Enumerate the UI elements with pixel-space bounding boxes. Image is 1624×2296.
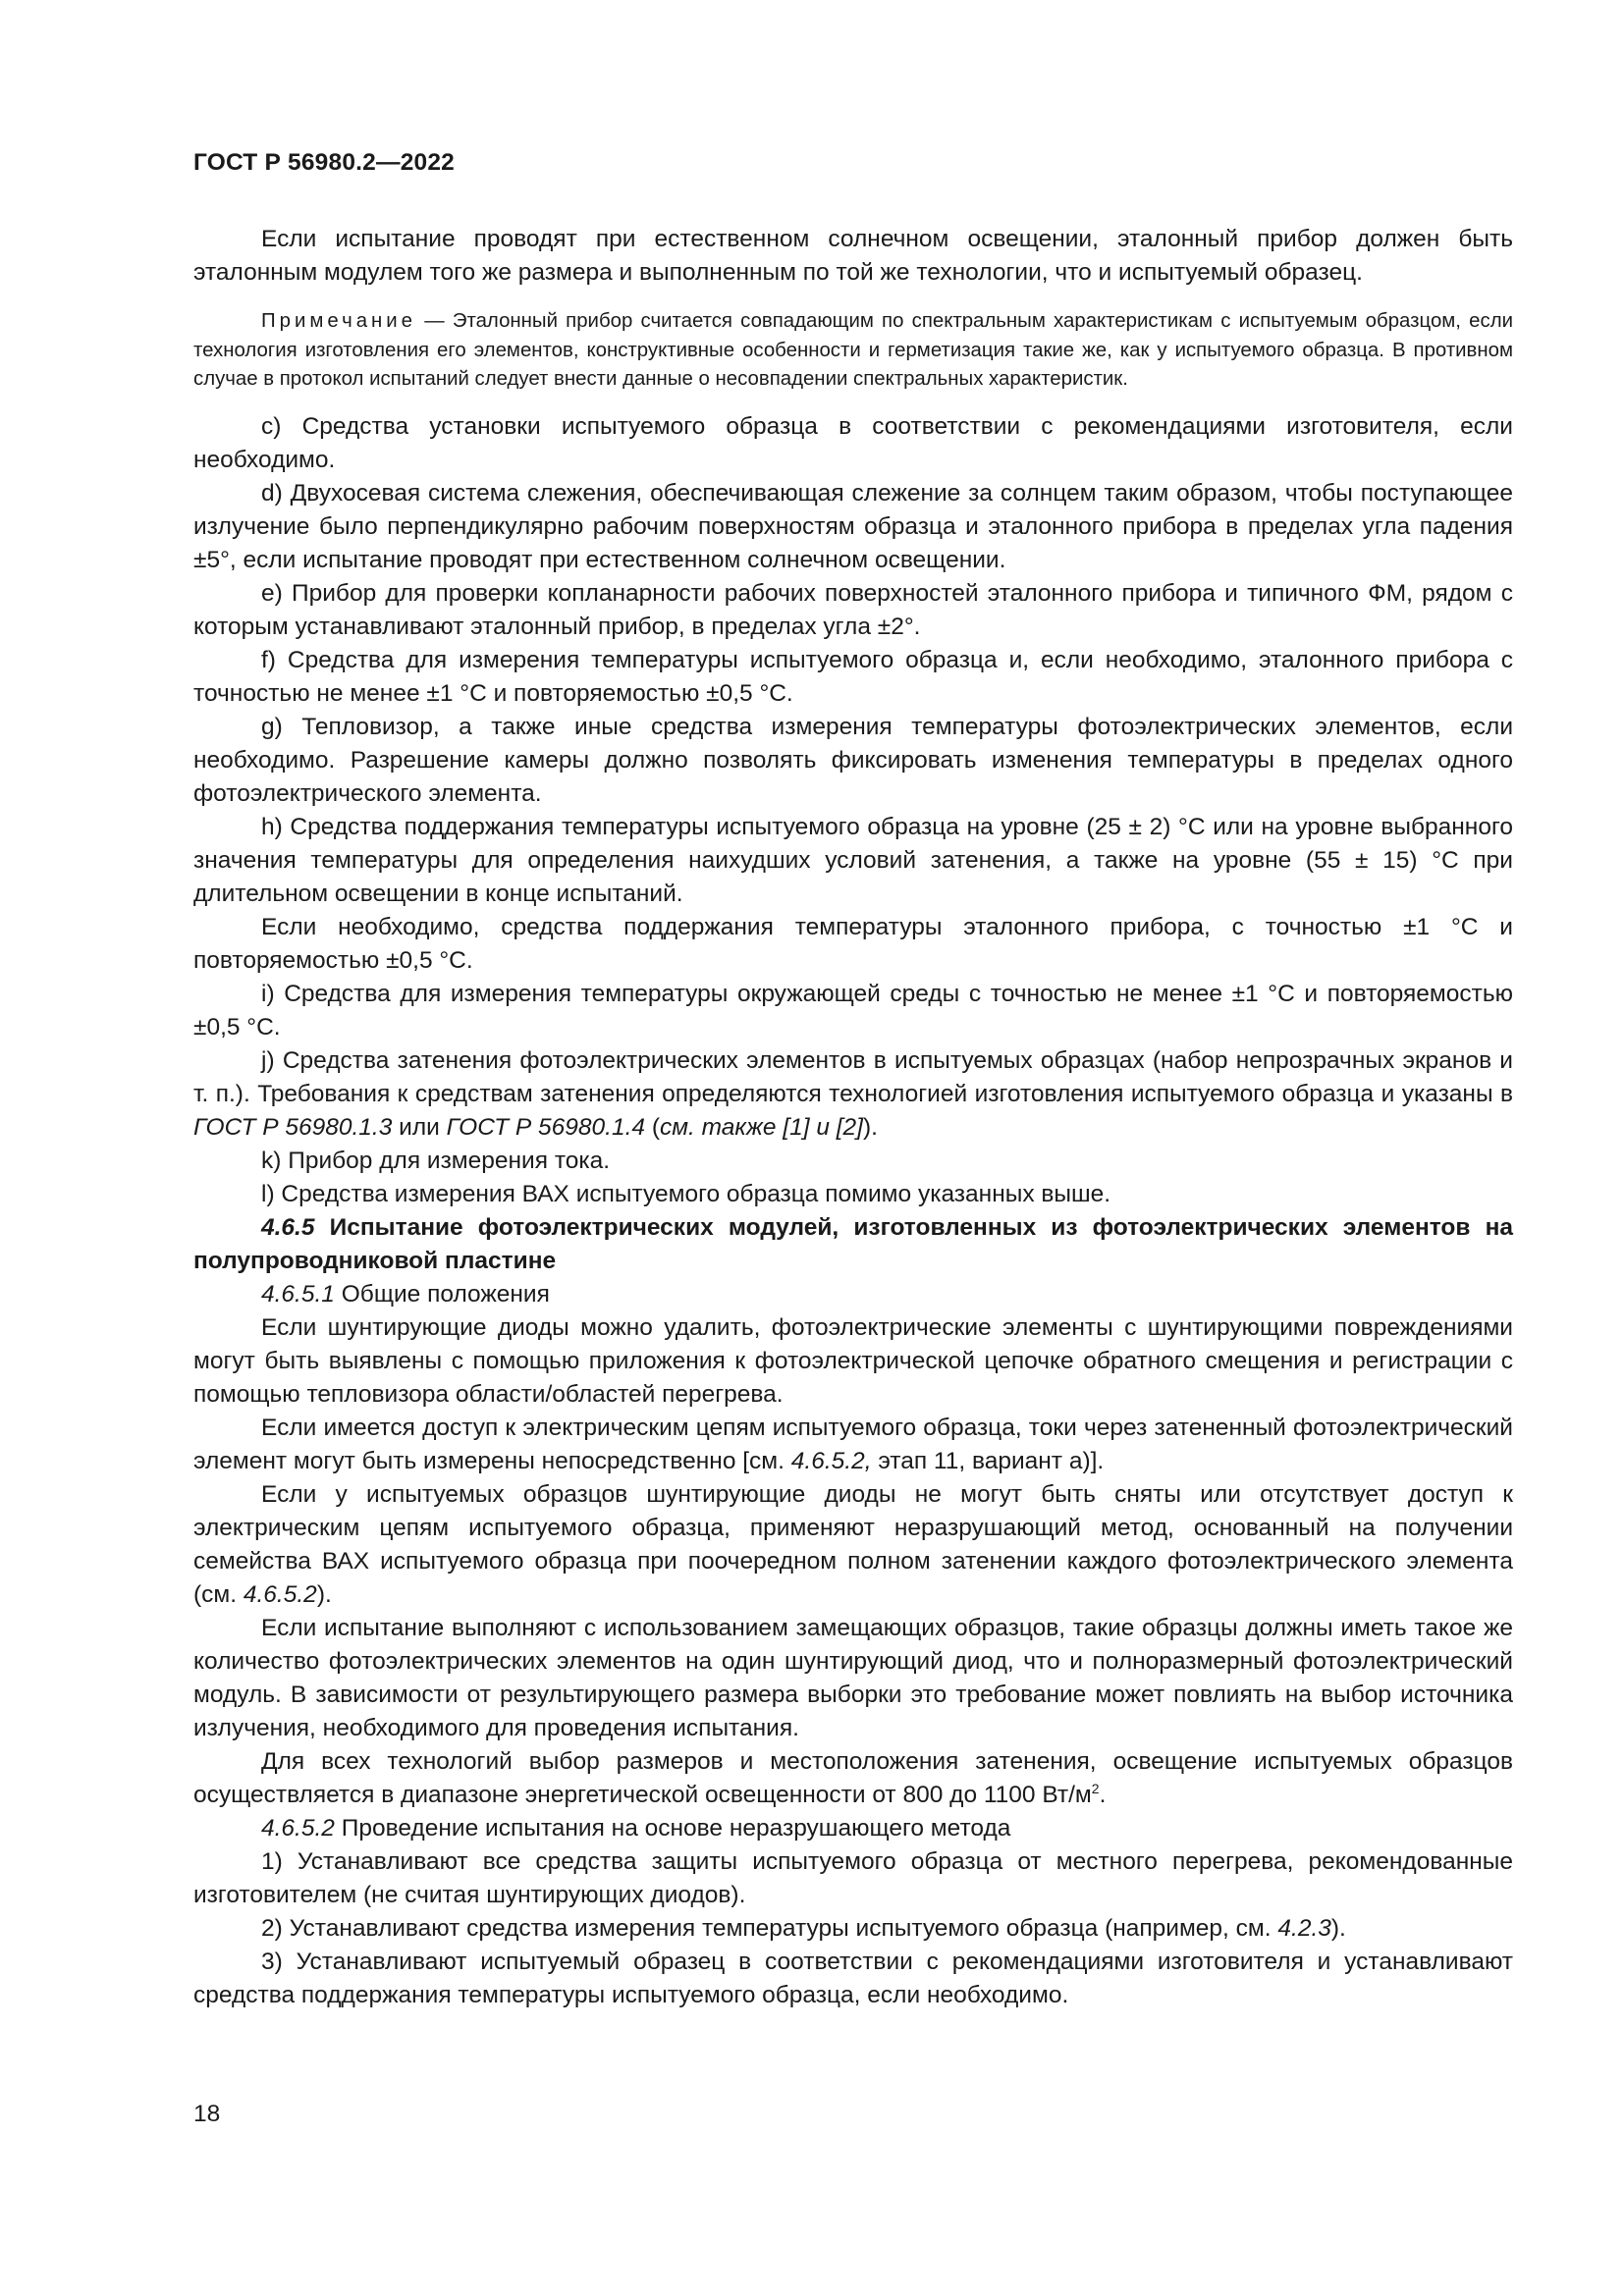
section-number: 4.6.5.2: [261, 1814, 335, 1842]
step-1: 1) Устанавливают все средства защиты испытуемого образца от местного перегрева, рекомендованные изготовителем (не считая шунтирующих диодов).: [193, 1847, 1513, 1908]
document-id-header: ГОСТ Р 56980.2—2022: [193, 149, 455, 176]
list-item-l: l) Средства измерения ВАХ испытуемого образца помимо указанных выше.: [261, 1180, 1111, 1207]
document-body: [193, 223, 1513, 2012]
list-item-j: j) Средства затенения фотоэлектрических элементов в испытуемых образцах (набор непрозрачных экранов и т. п.). Требования к средствам затенения определяются технологией изготовления испытуемого образца и указаны в ГОСТ Р 56980.1.3 или ГОСТ Р 56980.1.4 (см. также [1] и [2]).: [193, 1046, 1513, 1141]
body-paragraph: Если у испытуемых образцов шунтирующие диоды не могут быть сняты или отсутствует доступ к электрическим цепям испытуемого образца, применяют неразрушающий метод, основанный на получении семейства ВАХ испытуемого образца при поочередном полном затенении каждого фотоэлектрического элемента (см. 4.6.5.2).: [193, 1480, 1513, 1608]
page-number: 18: [193, 2101, 221, 2127]
superscript: 2: [1091, 1780, 1100, 1796]
body-paragraph: Если испытание проводят при естественном солнечном освещении, эталонный прибор должен быть эталонным модулем того же размера и выполненным по той же технологии, что и испытуемый образец.: [193, 226, 1513, 286]
clause-reference: 4.2.3: [1277, 1914, 1331, 1942]
body-paragraph: Если шунтирующие диоды можно удалить, фотоэлектрические элементы с шунтирующими повреждениями могут быть выявлены с помощью приложения к фотоэлектрической цепочке обратного смещения и регистрации с помощью тепловизора области/областей перегрева.: [193, 1313, 1513, 1408]
list-item-h: h) Средства поддержания температуры испытуемого образца на уровне (25 ± 2) °С или на уровне выбранного значения температуры для определения наихудших условий затенения, а также на уровне (55 ± 15) °С при длительном освещении в конце испытаний.: [193, 813, 1513, 907]
list-item-e: е) Прибор для проверки копланарности рабочих поверхностей эталонного прибора и типичного ФМ, рядом с которым устанавливают эталонный прибор, в пределах угла ±2°.: [193, 579, 1513, 640]
body-paragraph: Если имеется доступ к электрическим цепям испытуемого образца, токи через затененный фотоэлектрический элемент могут быть измерены непосредственно [см. 4.6.5.2, этап 11, вариант а)].: [193, 1414, 1513, 1474]
clause-reference: 4.6.5.2,: [790, 1447, 872, 1474]
list-item-c: c) Средства установки испытуемого образца в соответствии с рекомендациями изготовителя, если необходимо.: [193, 412, 1513, 473]
list-item-g: g) Тепловизор, а также иные средства измерения температуры фотоэлектрических элементов, если необходимо. Разрешение камеры должно позволять фиксировать изменения температуры в пределах одного фотоэлектрического элемента.: [193, 713, 1513, 807]
note-paragraph: Примечание — Эталонный прибор считается совпадающим по спектральным характеристикам с испытуемым образцом, если технология изготовления его элементов, конструктивные особенности и герметизация такие же, как у испытуемого образца. В противном случае в протокол испытаний следует внести данные о несовпадении спектральных характеристик.: [193, 310, 1513, 390]
list-item-i: i) Средства для измерения температуры окружающей среды с точностью не менее ±1 °С и повторяемостью ±0,5 °С.: [193, 980, 1513, 1041]
standard-reference: ГОСТ Р 56980.1.3: [193, 1113, 393, 1141]
body-paragraph: Для всех технологий выбор размеров и местоположения затенения, освещение испытуемых образцов осуществляется в диапазоне энергетической освещенности от 800 до 1100 $Вт/м^2$.: [193, 1747, 1513, 1808]
list-item-k: k) Прибор для измерения тока.: [261, 1147, 611, 1174]
section-number: 4.6.5: [261, 1213, 315, 1241]
note-label: Примечание: [261, 310, 417, 332]
bibliography-reference: см. также [1] и [2]: [660, 1113, 863, 1141]
list-item-f: f) Средства для измерения температуры испытуемого образца и, если необходимо, эталонного прибора с точностью не менее ±1 °С и повторяемостью ±0,5 °С.: [193, 646, 1513, 707]
standard-reference: ГОСТ Р 56980.1.4: [446, 1113, 646, 1141]
subsection-heading: 4.6.5.2 Проведение испытания на основе неразрушающего метода: [261, 1814, 1011, 1842]
subsection-heading: 4.6.5.1 Общие положения: [261, 1280, 550, 1308]
step-2: 2) Устанавливают средства измерения температуры испытуемого образца (например, см. 4.2.3).: [261, 1914, 1346, 1942]
section-heading: 4.6.5 Испытание фотоэлектрических модулей, изготовленных из фотоэлектрических элементов на полупроводниковой пластине: [193, 1213, 1513, 1274]
clause-reference: 4.6.5.2: [243, 1580, 317, 1608]
section-number: 4.6.5.1: [261, 1280, 335, 1308]
body-paragraph: Если необходимо, средства поддержания температуры эталонного прибора, с точностью ±1 °С и повторяемостью ±0,5 °С.: [193, 913, 1513, 974]
list-item-d: d) Двухосевая система слежения, обеспечивающая слежение за солнцем таким образом, чтобы поступающее излучение было перпендикулярно рабочим поверхностям образца и эталонного прибора в пределах угла падения ±5°, если испытание проводят при естественном солнечном освещении.: [193, 479, 1513, 573]
step-3: 3) Устанавливают испытуемый образец в соответствии с рекомендациями изготовителя и устанавливают средства поддержания температуры испытуемого образца, если необходимо.: [193, 1948, 1513, 2008]
body-paragraph: Если испытание выполняют с использованием замещающих образцов, такие образцы должны иметь такое же количество фотоэлектрических элементов на один шунтирующий диод, что и полноразмерный фотоэлектрический модуль. В зависимости от результирующего размера выборки это требование может повлиять на выбор источника излучения, необходимого для проведения испытания.: [193, 1614, 1513, 1741]
